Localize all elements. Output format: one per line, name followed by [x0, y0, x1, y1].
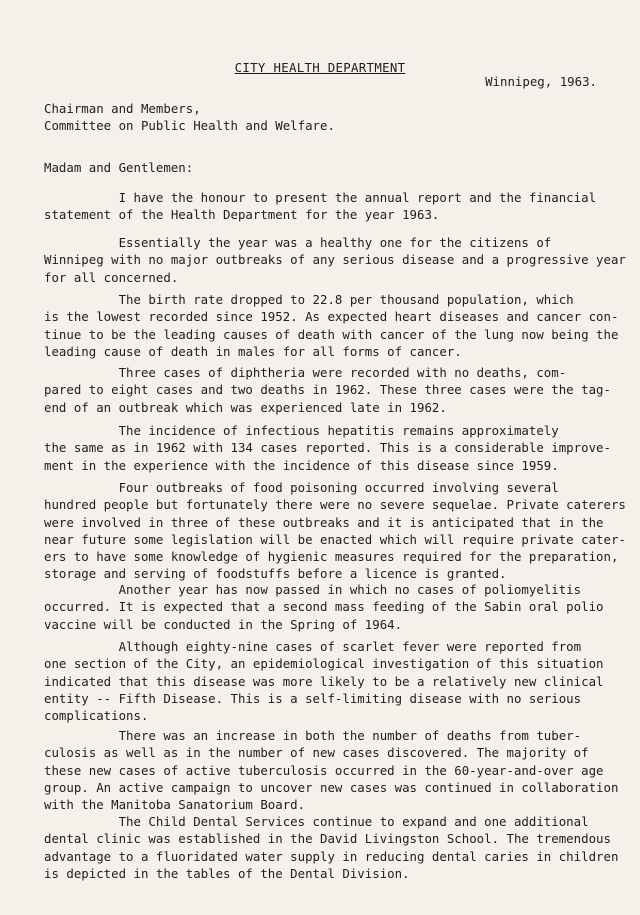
paragraph-line: Winnipeg with no major outbreaks of any serious disease and a progressive year [44, 252, 626, 268]
dateline: Winnipeg, 1963. [485, 74, 597, 89]
paragraph-line: end of an outbreak which was experienced late in 1962. [44, 399, 447, 415]
paragraph-line: tinue to be the leading causes of death with cancer of the lung now being the [44, 326, 619, 342]
paragraph-line: storage and serving of foodstuffs before a licence is granted. [44, 566, 507, 582]
body-paragraph [44, 234, 626, 286]
paragraph-line: There was an increase in both the number of deaths from tuber- [44, 728, 582, 743]
body-paragraph [44, 479, 626, 583]
addressee-block [44, 100, 335, 134]
paragraph-line: The incidence of infectious hepatitis remains approximately [44, 423, 559, 438]
body-paragraph [44, 422, 620, 474]
paragraph-line: Four outbreaks of food poisoning occurred involving several [44, 480, 559, 495]
paragraph-line: one section of the City, an epidemiological investigation of this situation [44, 656, 604, 672]
paragraph-line: statement of the Health Department for the year 1963. [44, 207, 440, 223]
salutation: Madam and Gentlemen: [44, 160, 194, 175]
paragraph-line: entity -- Fifth Disease. This is a self-limiting disease with no serious [44, 690, 582, 706]
paragraph-line: culosis as well as in the number of new cases discovered. The majority of [44, 745, 589, 761]
paragraph-line: were involved in three of these outbreaks and it is anticipated that in the [44, 514, 604, 530]
paragraph-line: The Child Dental Services continue to expand and one additional [44, 814, 589, 829]
body-paragraph [44, 581, 620, 633]
addressee-line: Committee on Public Health and Welfare. [44, 118, 335, 133]
addressee-line: Chairman and Members, [44, 101, 201, 116]
paragraph-line: ers to have some knowledge of hygienic measures required for the preparation, [44, 549, 619, 565]
paragraph-line: Three cases of diphtheria were recorded with no deaths, com- [44, 365, 567, 380]
body-paragraph [44, 813, 620, 882]
paragraph-line: leading cause of death in males for all forms of cancer. [44, 343, 462, 359]
department-title: CITY HEALTH DEPARTMENT [234, 60, 406, 75]
paragraph-line: near future some legislation will be enacted which will require private cater- [44, 531, 626, 547]
paragraph-line: with the Manitoba Sanatorium Board. [44, 797, 306, 813]
paragraph-line: The birth rate dropped to 22.8 per thousand population, which [44, 292, 574, 307]
paragraph-line: Another year has now passed in which no cases of poliomyelitis [44, 582, 582, 597]
paragraph-line: is depicted in the tables of the Dental Division. [44, 865, 410, 881]
paragraph-line: Although eighty-nine cases of scarlet fever were reported from [44, 639, 582, 654]
paragraph-line: the same as in 1962 with 134 cases reported. This is a considerable improve- [44, 440, 611, 456]
paragraph-line: is the lowest recorded since 1952. As expected heart diseases and cancer con- [44, 309, 619, 325]
body-paragraph [44, 638, 620, 724]
body-paragraph [44, 189, 620, 224]
paragraph-line: occurred. It is expected that a second mass feeding of the Sabin oral polio [44, 599, 604, 615]
body-paragraph [44, 727, 620, 813]
paragraph-line: these new cases of active tuberculosis occurred in the 60-year-and-over age [44, 762, 604, 778]
paragraph-line: complications. [44, 708, 149, 724]
paragraph-line: advantage to a fluoridated water supply in reducing dental caries in children [44, 848, 619, 864]
paragraph-line: pared to eight cases and two deaths in 1962. These three cases were the tag- [44, 382, 611, 398]
paragraph-line: dental clinic was established in the David Livingston School. The tremendous [44, 831, 611, 847]
body-paragraph [44, 291, 620, 360]
paragraph-line: indicated that this disease was more likely to be a relatively new clinical [44, 673, 604, 689]
paragraph-line: vaccine will be conducted in the Spring of 1964. [44, 616, 403, 632]
paragraph-line: Essentially the year was a healthy one for the citizens of [44, 235, 552, 250]
paragraph-line: hundred people but fortunately there were no severe sequelae. Private caterers [44, 497, 626, 513]
paragraph-line: ment in the experience with the incidence of this disease since 1959. [44, 457, 559, 473]
body-paragraph [44, 364, 620, 416]
paragraph-line: I have the honour to present the annual report and the financial [44, 190, 597, 205]
paragraph-line: for all concerned. [44, 269, 179, 285]
paragraph-line: group. An active campaign to uncover new cases was continued in collaboration [44, 779, 619, 795]
